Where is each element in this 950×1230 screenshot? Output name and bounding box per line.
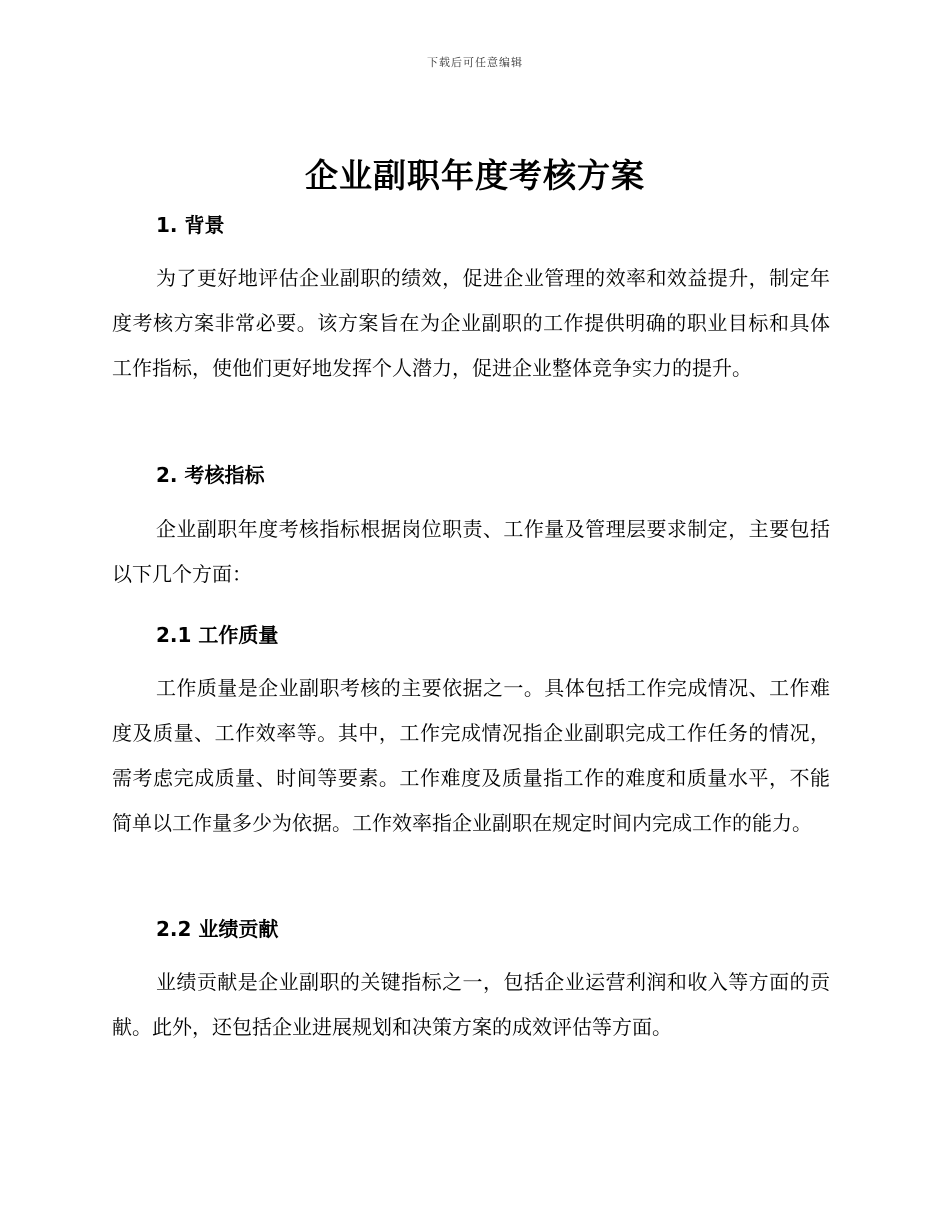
- section-body-performance: 业绩贡献是企业副职的关键指标之一，包括企业运营利润和收入等方面的贡献。此外，还包括企业进展规划和决策方案的成效评估等方面。: [112, 970, 830, 1039]
- section-body-work-quality: 工作质量是企业副职考核的主要依据之一。具体包括工作完成情况、工作难度及质量、工作效率等。其中，工作完成情况指企业副职完成工作任务的情况，需考虑完成质量、时间等要素。工作难度及质量指工作的难度和质量水平，不能简单以工作量多少为依据。工作效率指企业副职在规定时间内完成工作的能力。: [112, 676, 830, 835]
- page-header-note: 下载后可任意编辑: [427, 56, 523, 69]
- section-heading-indicators: 2. 考核指标: [156, 463, 265, 487]
- section-body-background: 为了更好地评估企业副职的绩效，促进企业管理的效率和效益提升，制定年度考核方案非常必要。该方案旨在为企业副职的工作提供明确的职业目标和具体工作指标，使他们更好地发挥个人潜力，促进企业整体竞争实力的提升。: [112, 266, 830, 380]
- document-title: 企业副职年度考核方案: [305, 156, 645, 195]
- section-heading-background: 1. 背景: [156, 213, 225, 237]
- section-heading-performance: 2.2 业绩贡献: [156, 917, 279, 941]
- section-body-indicators: 企业副职年度考核指标根据岗位职责、工作量及管理层要求制定，主要包括以下几个方面：: [112, 517, 830, 586]
- section-heading-work-quality: 2.1 工作质量: [156, 623, 279, 647]
